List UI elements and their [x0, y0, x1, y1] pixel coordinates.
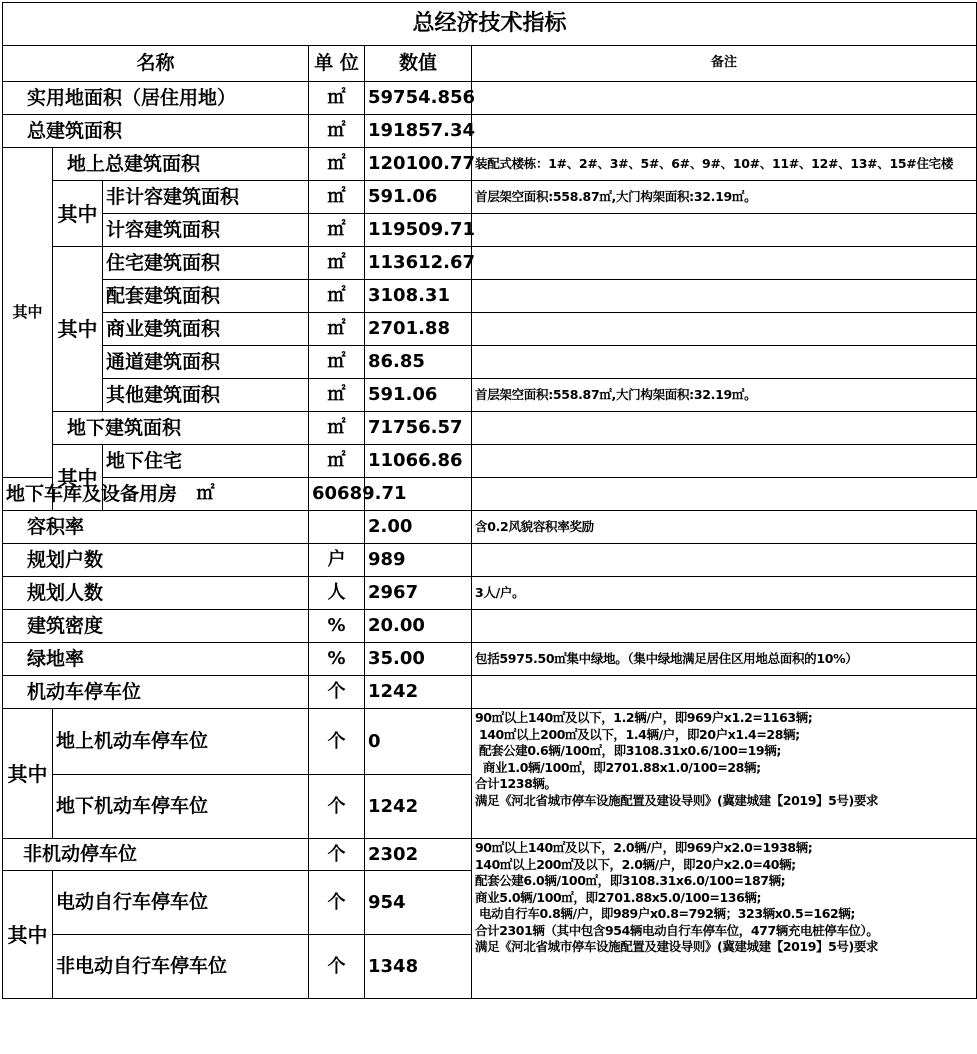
row-above-note: 装配式楼栋：1#、2#、3#、5#、6#、9#、10#、11#、12#、13#、15#住宅楼 [472, 148, 977, 181]
row-land-name: 实用地面积（居住用地） [3, 82, 309, 115]
row-under-note [472, 412, 977, 445]
row-supporting-name: 配套建筑面积 [103, 280, 309, 313]
qizhong-under: 其中 [53, 445, 103, 511]
row-bike-value: 2302 [365, 839, 472, 871]
row-residential-unit: ㎡ [309, 247, 365, 280]
row-parkabove-name: 地上机动车停车位 [53, 709, 309, 775]
row-passage-value: 86.85 [365, 346, 472, 379]
row-parking-name: 机动车停车位 [3, 676, 309, 709]
row-other-note: 首层架空面积:558.87㎡,大门构架面积:32.19㎡。 [472, 379, 977, 412]
row-total-unit: ㎡ [309, 115, 365, 148]
row-underres-name: 地下住宅 [103, 445, 309, 478]
row-green-note: 包括5975.50㎡集中绿地。（集中绿地满足居住区用地总面积的10%） [472, 643, 977, 676]
row-households-name: 规划户数 [3, 544, 309, 577]
row-far-name: 计容建筑面积 [103, 214, 309, 247]
row-parking-value: 1242 [365, 676, 472, 709]
row-bike-name: 非机动停车位 [3, 839, 309, 871]
row-farratio-unit [309, 511, 365, 544]
row-density-note [472, 610, 977, 643]
row-density-value: 20.00 [365, 610, 472, 643]
qizhong-area: 其中 [3, 148, 53, 478]
row-ebike-value: 954 [365, 871, 472, 935]
row-households-note [472, 544, 977, 577]
header-value: 数值 [365, 46, 472, 82]
row-passage-unit: ㎡ [309, 346, 365, 379]
row-above-unit: ㎡ [309, 148, 365, 181]
row-above-value: 120100.77 [365, 148, 472, 181]
row-above-name: 地上总建筑面积 [53, 148, 309, 181]
header-name: 名称 [3, 46, 309, 82]
row-underres-note [472, 445, 977, 478]
row-residential-value: 113612.67 [365, 247, 472, 280]
row-ebike-unit: 个 [309, 871, 365, 935]
row-supporting-note [472, 280, 977, 313]
qizhong-above: 其中 [53, 181, 103, 247]
parking-note: 90㎡以上140㎡及以下，1.2辆/户，即969户x1.2=1163辆; 140㎡以上200㎡及以下，1.4辆/户，即20户x1.4=28辆; 配套公建0.6辆/100㎡，即3108.31x0.6/100=19辆; 商业1.0辆/100㎡，即2701.88x1.0/100=28辆; 合计1238辆。 满足《河北省城市停车设施配置及建设导则》(冀建城建【2019】5号)要求 [472, 709, 977, 839]
row-land-value: 59754.856 [365, 82, 472, 115]
row-land-note [472, 82, 977, 115]
row-supporting-unit: ㎡ [309, 280, 365, 313]
row-passage-note [472, 346, 977, 379]
row-parkunder-unit: 个 [309, 775, 365, 839]
row-parking-unit: 个 [309, 676, 365, 709]
row-green-unit: % [309, 643, 365, 676]
row-farratio-value: 2.00 [365, 511, 472, 544]
row-far-note [472, 214, 977, 247]
row-total-name: 总建筑面积 [3, 115, 309, 148]
table-title: 总经济技术指标 [3, 3, 977, 46]
bike-note: 90㎡以上140㎡及以下，2.0辆/户，即969户x2.0=1938辆; 140㎡以上200㎡及以下，2.0辆/户，即20户x2.0=40辆; 配套公建6.0辆/100㎡，即3108.31x6.0/100=187辆; 商业5.0辆/100㎡，即2701.88x5.0/100=136辆; 电动自行车0.8辆/户，即989户x0.8=792辆；323辆x0.5=162辆; 合计2301辆（其中包含954辆电动自行车停车位，477辆充电桩停车位）。 满足《河北省城市停车设施配置及建设导则》(冀建城建【2019】5号)要求 [472, 839, 977, 999]
row-population-note: 3人/户。 [472, 577, 977, 610]
row-far-unit: ㎡ [309, 214, 365, 247]
row-underres-value: 11066.86 [365, 445, 472, 478]
row-under-unit: ㎡ [309, 412, 365, 445]
row-green-name: 绿地率 [3, 643, 309, 676]
row-parkunder-value: 1242 [365, 775, 472, 839]
row-nonebike-name: 非电动自行车停车位 [53, 935, 309, 999]
header-unit: 单 位 [309, 46, 365, 82]
row-nonfar-name: 非计容建筑面积 [103, 181, 309, 214]
header-note: 备注 [472, 46, 977, 82]
row-density-name: 建筑密度 [3, 610, 309, 643]
row-passage-name: 通道建筑面积 [103, 346, 309, 379]
row-bike-unit: 个 [309, 839, 365, 871]
row-nonebike-unit: 个 [309, 935, 365, 999]
row-underres-unit: ㎡ [309, 445, 365, 478]
row-garage-unit: ㎡ [103, 478, 309, 511]
row-nonfar-note: 首层架空面积:558.87㎡,大门构架面积:32.19㎡。 [472, 181, 977, 214]
row-other-value: 591.06 [365, 379, 472, 412]
row-garage-name: 地下车库及设备用房 [3, 478, 53, 511]
row-total-value: 191857.34 [365, 115, 472, 148]
row-parkabove-unit: 个 [309, 709, 365, 775]
row-total-note [472, 115, 977, 148]
row-parkabove-value: 0 [365, 709, 472, 775]
qizhong-parking: 其中 [3, 709, 53, 839]
row-under-name: 地下建筑面积 [53, 412, 309, 445]
row-farratio-name: 容积率 [3, 511, 309, 544]
row-nonebike-value: 1348 [365, 935, 472, 999]
row-population-name: 规划人数 [3, 577, 309, 610]
row-garage-value: 60689.71 [309, 478, 365, 511]
row-parkunder-name: 地下机动车停车位 [53, 775, 309, 839]
row-land-unit: ㎡ [309, 82, 365, 115]
row-nonfar-value: 591.06 [365, 181, 472, 214]
row-ebike-name: 电动自行车停车位 [53, 871, 309, 935]
row-green-value: 35.00 [365, 643, 472, 676]
row-density-unit: % [309, 610, 365, 643]
row-nonfar-unit: ㎡ [309, 181, 365, 214]
row-commercial-note [472, 313, 977, 346]
row-other-unit: ㎡ [309, 379, 365, 412]
row-supporting-value: 3108.31 [365, 280, 472, 313]
qizhong-bike: 其中 [3, 871, 53, 999]
qizhong-far: 其中 [53, 247, 103, 412]
row-parking-note [472, 676, 977, 709]
row-farratio-note: 含0.2风貌容积率奖励 [472, 511, 977, 544]
row-far-value: 119509.71 [365, 214, 472, 247]
row-population-value: 2967 [365, 577, 472, 610]
row-residential-note [472, 247, 977, 280]
row-households-unit: 户 [309, 544, 365, 577]
row-households-value: 989 [365, 544, 472, 577]
row-population-unit: 人 [309, 577, 365, 610]
row-other-name: 其他建筑面积 [103, 379, 309, 412]
row-commercial-value: 2701.88 [365, 313, 472, 346]
row-residential-name: 住宅建筑面积 [103, 247, 309, 280]
row-commercial-name: 商业建筑面积 [103, 313, 309, 346]
row-under-value: 71756.57 [365, 412, 472, 445]
row-commercial-unit: ㎡ [309, 313, 365, 346]
economic-indicator-table [2, 2, 977, 999]
